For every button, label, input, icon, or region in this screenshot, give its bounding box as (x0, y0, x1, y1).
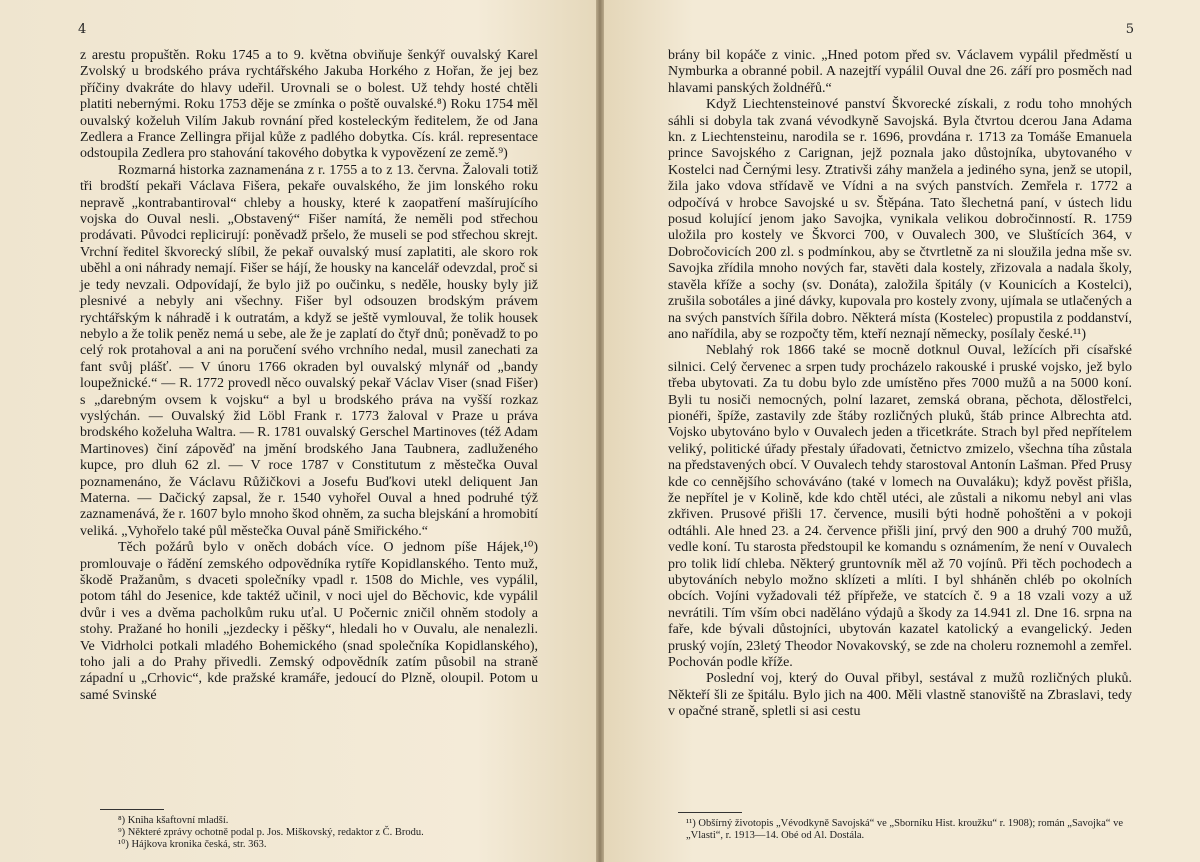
footnotes (686, 818, 1146, 842)
book-gutter (596, 0, 604, 862)
footnote-divider (678, 812, 742, 813)
paragraph: Když Liechtensteinové panství Škvorecké získali, z rodu toho mnohých sáhli si dobyla tak zvaná vévodkyně Savojská. Byla čtvrtou dcerou Jana Adama kn. z Liechtensteinu, narodila se r. 1696, provdána r. 1713 za Tomáše Emanuela prince Savojského z Carignan, jejž poznala jako důstojníka, ubytovaného v Kostelci nad Černými lesy. Ztrativši záhy manžela a jediného syna, jenž se utopil, žila jako vdova střídavě ve Vídni a na svých panstvích. Zemřela r. 1772 a odpočívá v hrobce Savojské u sv. Štěpána. Tato šlechetná paní, v ústech lidu posud kolující jenom jako Savojka, vynikala velikou dobročinností. R. 1759 uložila pro kostely ve Škvorci 700, v Ouvalech 300, ve Sluštících 364, v Dobročovicích 200 zl. s podmínkou, aby se čtvrtletně za ni sloužila jedna mše sv. Savojka zřídila mnoho nových far, stavěti dala kostely, zřizovala a nadala školy, stavěla kříže a sochy (sv. Donáta), založila špitály (v Kounicích a Kostelci), zrušila sobotáles a jiné dávky, kupovala pro kostely zvony, ujímala se utlačených a na svých panstvích šířila dobro. Některá místa (Kostelec) propustila z poddanství, ano nařídila, aby se rozpočty těm, kteří neznají německy, posílaly české.¹¹) (668, 97, 1132, 342)
main-text (80, 48, 538, 704)
paragraph: Neblahý rok 1866 také se mocně dotknul Ouval, ležících při císařské silnici. Celý červenec a srpen tudy procházelo rakouské i pruské vojsko, jež bylo třeba ubytovati. Za tu dobu bylo zde umístěno přes 7000 mužů a na 5000 koní. Byli tu nosiči nemocných, polní lazaret, zemská obrana, pěchota, dělostřelci, pionéři, špíže, zastavily zde štáby rozličných pluků, štáb prince Albrechta atd. Vojsko ubytováno bylo v Ouvalech jeden a třicetkráte. Strach byl před nepřítelem veliký, politické úřady přestaly úřadovati, četnictvo zmizelo, všechna tíha zůstala na představených obcí. V Ouvalech tehdy starostoval Antonín Lašman. Před Prusy kde co cennějšího schováváno (také v lomech na Ouvaláku); když pověst přišla, že nepřítel je v Kolině, kde kdo chtěl utéci, ale zůstali a nikomu nebyl ani vlas zkřiven. Prusové přišli 17. července, musili býti hodně pohoštěni a v pokoji odtáhli. Ale hned 23. a 24. července přišli jiní, prvý den 900 a druhý 700 mužů, vedle koní. Tu starosta předstoupil ke komandu s oznámením, že není v Ouvalech pro tolik lidí chleba. Některý gruntovník měl až 70 vojínů. Při těch pochodech a ubytováních nebylo možno sklízeti a mlíti. I byl shháněn chléb po okolních obcích. Vojíni vyžadovali též přípřeže, ve statcích č. 9 a 18 vzali vozy a už nevrátili. Tím vším obci naděláno výdajů a škody za 14.941 zl. Dne 16. srpna na faře, kde bývali důstojníci, ubytován kazatel katolický a evangelický. Jeden pruský vojín, 23letý Theodor Novakovský, se zde na choleru roznemohl a zemřel. Pochován podle kříže. (668, 343, 1132, 671)
paragraph: brány bil kopáče z vinic. „Hned potom před sv. Václavem vypálil předměstí u Nymburka a obranné pobil. A nazejtří vypálil Ouval dne 26. září pro posměch nad hlavami panských žoldnéřů.“ (668, 48, 1132, 96)
main-text (668, 48, 1132, 721)
footnote: ⁹) Některé zprávy ochotně podal p. Jos. Miškovský, redaktor z Č. Brodu. (118, 827, 424, 838)
footnote: ⁸) Kniha kšaftovní mladší. (118, 815, 229, 826)
footnote-divider (100, 809, 164, 810)
paragraph: Poslední voj, který do Ouval přibyl, sestával z mužů rozličných pluků. Někteří šli ze špitálu. Bylo jich na 400. Měli vlastně stanoviště na Zbraslavi, tedy v opačné straně, spletli si asi cestu (668, 671, 1132, 720)
footnotes (118, 815, 558, 851)
footnote: ¹⁰) Hájkova kronika česká, str. 363. (118, 839, 267, 850)
page-number: 5 (1125, 22, 1134, 37)
footnote: ¹¹) Obšírný životopis „Vévodkyně Savojská“ ve „Sborníku Hist. kroužku“ r. 1908); román „Savojka“ ve „Vlasti“, r. 1913—14. Obé od Al. Dostála. (686, 818, 1123, 841)
paragraph: Těch požárů bylo v oněch dobách více. O jednom píše Hájek,¹⁰) promlouvaje o řádění zemského odpovědníka rytíře Kopidlanského. Tento muž, škodě Pražanům, s dvaceti společníky vpadl r. 1508 do Michle, ves vypálil, potom táhl do Jesenice, kde taktéž učinil, v noci ujel do Běchovic, kde vypálil dvůr i ves a dvěma pacholkům ruku uťal. U Počernic zničil ohněm stodoly a stohy. Pražané ho honili „jezdecky i pěšky“, hledali ho v Ouvalu, ale nenalezli. Ve Vidrholci potkali mladého Bohemického (snad společníka Kopidlanského), toho jali a do Prahy přivedli. Zemský odpovědník zatím působil na straně západní u „Crhovic“, kde pražské kramáře, jedoucí do Plzně, oloupil. Potom u samé Svinské (80, 540, 538, 703)
paragraph: z arestu propuštěn. Roku 1745 a to 9. května obviňuje šenkýř ouvalský Karel Zvolský u brodského práva rychtářského Jakuba Horkého z Hořan, že jej bez příčiny dvakráte do hlavy udeřil. Urovnali se o bolest. Už tehdy hosté chtěli platiti nebernými. Roku 1753 děje se zmínka o poště ouvalské.⁸) Roku 1754 měl ouvalský koželuh Vilím Jakub rovnání před kosteleckým ředitelem, že od Jana Zedlera a France Zellingra přijal kůže z padlého dobytka. Cís. král. representace odstoupila Zedlera pro stahování takového dobytka k vypovězení ze země.⁹) (80, 48, 538, 162)
page-number: 4 (78, 22, 87, 37)
left-page (0, 0, 596, 862)
paragraph: Rozmarná historka zaznamenána z r. 1755 a to z 13. června. Žalovali totiž tři brodští pekaři Václava Fišera, pekaře ouvalského, že jim lonského roku nepravě „kontrabantiroval“ chleby a housky, které k zaopatření mašírujícího vojska do Ouval nesli. „Obstavený“ Fišer namítá, že neměli pod střechou prodávati. Původci replicirují: poněvadž pršelo, že museli se pod střechou skrejt. Vrchní ředitel škvorecký slíbil, že pekař ouvalský musí zaplatiti, ale skoro rok uběhl a oni náhrady nemají. Fišer se hájí, že housky na kancelář odevzdal, proč si je tedy nevzali. Odpovídají, že bylo již po oučinku, s neděle, housky byly již plesnivé a nebyly ani všechny. Fišer byl odsouzen brodským právem rychtářským k náhradě i k outratám, a když se ještě vymlouval, že tolik housek nebylo a že tolik peněz nemá u sebe, ale že je zaplatí do čtyř dnů; poněvadž to po celý rok protahoval a ani na poručení svého vrchního nedal, musil zanechati za fant svůj plášť. — V únoru 1766 okraden byl ouvalský mlynář od „bandy loupežnické.“ — R. 1772 provedl něco ouvalský pekař Václav Viser (snad Fišer) s „darebným ovsem k vojsku“ a byl u brodského práva na vyšší rozkaz vyslýchán. — Ouvalský žid Löbl Frank r. 1773 žaloval v Praze u práva brodského koželuha Waltra. — R. 1781 ouvalský Gerschel Martinoves (též Adam Martinoves) činí zápověď na jmění brodského Jana Taubnera, zadluženého kupce, pro dluh 62 zl. — V roce 1787 v Constitutum z městečka Ouval poznamenáno, že Václavu Růžičkovi a Josefu Buďkovi utekl deliquent Jan Materna. — Dačický zapsal, že r. 1540 vyhořel Ouval a hned podruhé týž zaznamenává, že r. 1607 bylo mnoho škod ohněm, za sucha blejskání a hromobití veliká. „Vyhořelo také půl městečka Ouval páně Smiřického.“ (80, 162, 538, 539)
right-page (604, 0, 1200, 862)
